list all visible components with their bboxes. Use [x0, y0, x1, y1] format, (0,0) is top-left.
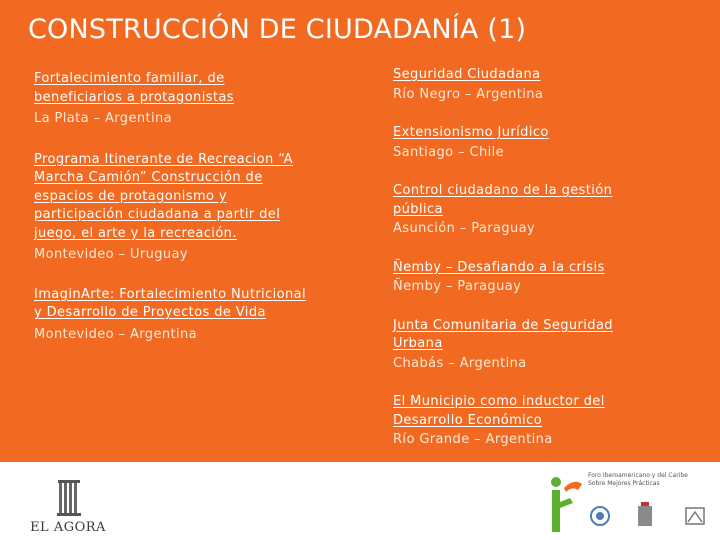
columns-icon	[28, 474, 108, 520]
practice-location: Montevideo – Argentina	[34, 326, 197, 342]
practice-title-link[interactable]: ImaginArte: Fortalecimiento Nutricional y Desarrollo de Proyectos de Vida	[34, 286, 307, 320]
practice-location: Santiago – Chile	[393, 144, 505, 160]
left-column	[34, 70, 314, 344]
el-agora-wordmark: EL AGORA	[30, 520, 106, 535]
practice-entry	[393, 66, 638, 104]
practice-entry	[393, 182, 638, 239]
partner-logos-icon	[588, 494, 718, 534]
practice-location: Río Negro – Argentina	[393, 86, 544, 102]
foro-text-line: Sobre Mejores Prácticas	[588, 480, 660, 487]
practice-location: Asunción – Paraguay	[393, 221, 536, 236]
practice-entry	[393, 393, 638, 450]
foro-text-line: Foro Iberoamericano y del Caribe	[588, 472, 688, 479]
practice-entry	[393, 317, 638, 374]
practice-location: Río Grande – Argentina	[393, 432, 553, 447]
foro-iberoamericano-logo	[540, 472, 720, 538]
practice-location: La Plata – Argentina	[34, 111, 172, 126]
practice-location: Montevideo – Uruguay	[34, 247, 189, 262]
practice-title-link[interactable]: Extensionismo Jurídico	[393, 125, 549, 140]
practice-title-link[interactable]: Fortalecimiento familiar, de beneficiarios a protagonistas	[34, 71, 234, 105]
practice-entry	[34, 286, 314, 345]
practice-title-link[interactable]: Seguridad Ciudadana	[393, 67, 541, 82]
footer	[0, 462, 720, 540]
practice-title-link[interactable]: Junta Comunitaria de Seguridad Urbana	[393, 317, 613, 351]
practice-title-link[interactable]: Control ciudadano de la gestión pública	[393, 183, 613, 217]
practice-entry	[393, 259, 638, 297]
foro-text	[588, 472, 688, 488]
practice-entry	[34, 151, 314, 265]
practice-title-link[interactable]: Programa Itinerante de Recreacion “A Marcha Camión” Construcción de espacios de protagonismo y participación ciudadana a partir del juego, el arte y la recreación.	[34, 151, 293, 241]
foro-f-icon	[540, 472, 586, 538]
practice-entry	[34, 70, 314, 129]
practice-location: Ñemby – Paraguay	[393, 279, 522, 294]
practice-title-link[interactable]: El Municipio como inductor del Desarrollo Económico	[393, 394, 605, 428]
practice-entry	[393, 124, 638, 162]
el-agora-logo	[28, 474, 108, 538]
practice-location: Chabás – Argentina	[393, 355, 527, 371]
practice-title-link[interactable]: Ñemby – Desafiando a la crisis	[393, 259, 605, 275]
slide-title: CONSTRUCCIÓN DE CIUDADANÍA (1)	[28, 14, 527, 45]
right-column	[393, 66, 638, 450]
